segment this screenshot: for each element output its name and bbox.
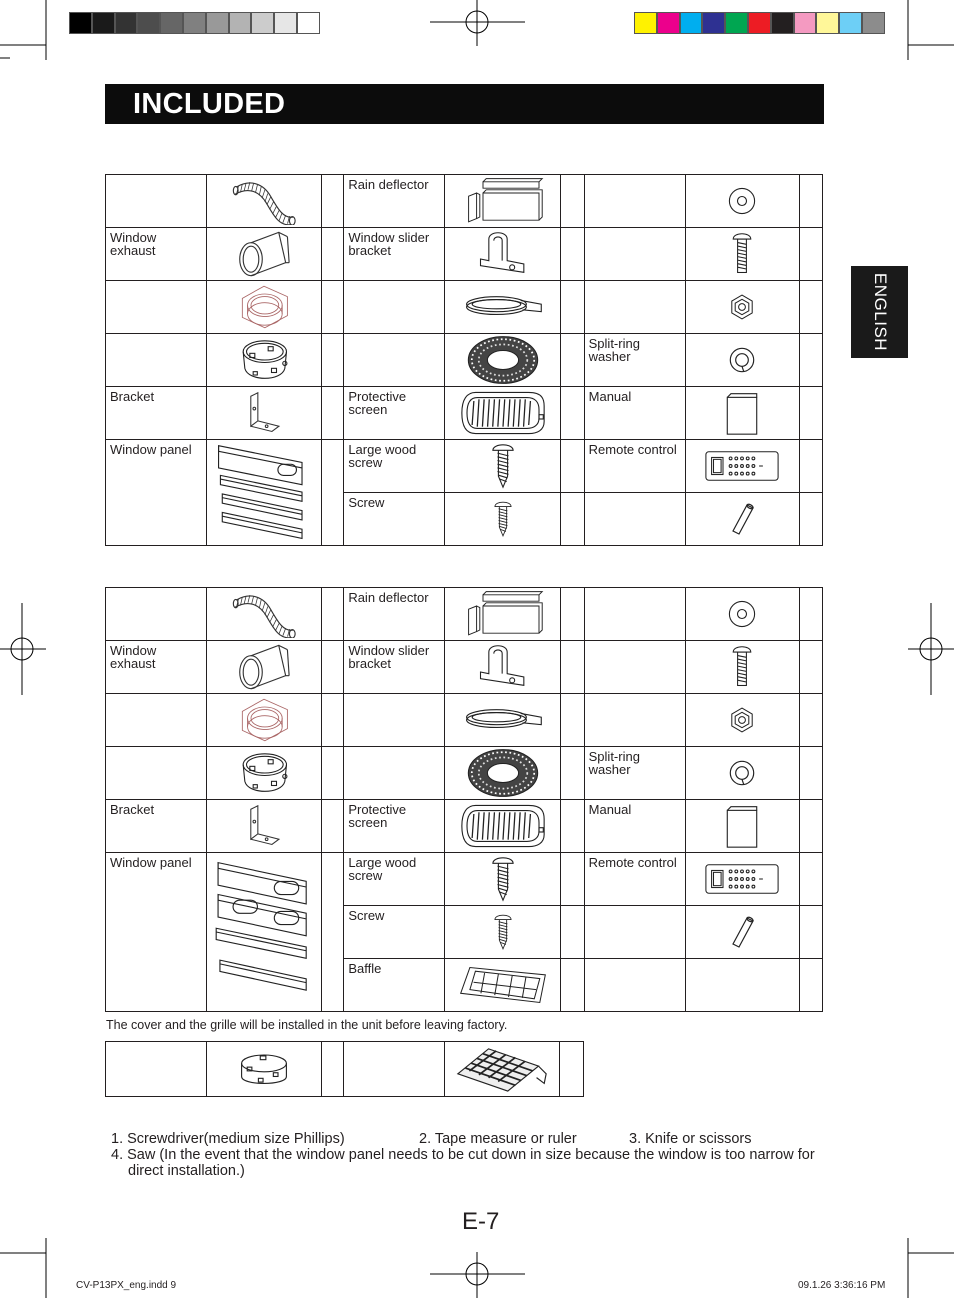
window-panel-image — [207, 853, 322, 1012]
exhaust-ring-image — [207, 747, 322, 800]
quantity-cell — [799, 959, 822, 1012]
quantity-cell — [799, 694, 822, 747]
factory-install-note: The cover and the grille will be installed in the unit before leaving factory. — [106, 1018, 508, 1032]
protective-screen-image — [445, 387, 560, 440]
quantity-cell — [799, 387, 822, 440]
part-name-cell: Window slider bracket — [344, 641, 445, 694]
manual-icon — [685, 800, 799, 853]
split-ring-washer-icon — [685, 747, 799, 800]
quantity-cell — [560, 641, 584, 694]
exhaust-adapter-image — [207, 281, 322, 334]
nut-icon — [685, 281, 799, 334]
window-slider-bracket-image — [445, 641, 560, 694]
bracket-image — [207, 800, 322, 853]
battery-icon — [685, 493, 799, 546]
part-name-label: Window panel — [110, 855, 192, 870]
hose-image — [207, 588, 322, 641]
screw-icon — [445, 906, 560, 959]
part-name-cell — [344, 1042, 445, 1097]
quantity-cell — [799, 588, 822, 641]
quantity-cell — [322, 588, 344, 641]
quantity-cell — [799, 800, 822, 853]
part-name-label: Window panel — [110, 442, 192, 457]
wood-screw-icon — [445, 440, 560, 493]
table-row — [106, 440, 823, 493]
bracket-image — [207, 387, 322, 440]
section-title: INCLUDED — [133, 88, 286, 120]
part-name-cell: Manual — [584, 387, 685, 440]
quantity-cell — [322, 387, 344, 440]
part-name-cell — [584, 281, 685, 334]
baffle-image — [445, 959, 560, 1012]
split-ring-washer-icon — [685, 334, 799, 387]
page-number: E-7 — [462, 1208, 500, 1235]
quantity-cell — [560, 588, 584, 641]
rain-deflector-image — [445, 175, 560, 228]
table-row — [106, 800, 823, 853]
remote-control-icon — [685, 853, 799, 906]
grille-image — [445, 1042, 560, 1097]
quantity-cell — [322, 281, 344, 334]
protective-screen-image — [445, 800, 560, 853]
language-tab-label: ENGLISH — [870, 272, 890, 352]
part-name-cell: Split-ring washer — [584, 747, 685, 800]
quantity-cell — [322, 175, 344, 228]
tool-item-3: 3. Knife or scissors — [629, 1131, 752, 1147]
table-row — [106, 853, 823, 906]
window-exhaust-image — [207, 641, 322, 694]
table-row — [106, 228, 823, 281]
foam-tape-image — [445, 694, 560, 747]
part-name-cell: Split-ring washer — [584, 334, 685, 387]
window-panel-image — [207, 440, 322, 546]
parts-table-3 — [105, 1041, 584, 1097]
part-name-cell — [106, 440, 207, 546]
tool-item-1: 1. Screwdriver(medium size Phillips) — [111, 1131, 345, 1147]
window-exhaust-image — [207, 228, 322, 281]
quantity-cell — [322, 800, 344, 853]
part-name-cell — [106, 1042, 207, 1097]
part-name-cell — [106, 588, 207, 641]
part-name-cell — [584, 694, 685, 747]
tool-item-4: 4. Saw (In the event that the window panel needs to be cut down in size because the window is too narrow for — [111, 1147, 815, 1163]
section-header-bar — [105, 84, 824, 124]
part-name-cell: Remote control — [584, 853, 685, 906]
part-name-cell: Large wood screw — [344, 853, 445, 906]
rain-deflector-image — [445, 588, 560, 641]
part-name-cell — [106, 694, 207, 747]
quantity-cell — [560, 440, 584, 493]
quantity-cell — [560, 1042, 584, 1097]
quantity-cell — [560, 281, 584, 334]
quantity-cell — [799, 281, 822, 334]
tool-item-4-continued: direct installation.) — [128, 1163, 245, 1179]
part-name-cell: Rain deflector — [344, 588, 445, 641]
hose-image — [207, 175, 322, 228]
quantity-cell — [560, 334, 584, 387]
quantity-cell — [560, 747, 584, 800]
quantity-cell — [799, 747, 822, 800]
part-name-cell: Baffle — [344, 959, 445, 1012]
empty-image-cell — [685, 959, 799, 1012]
manual-icon — [685, 387, 799, 440]
quantity-cell — [560, 228, 584, 281]
machine-screw-icon — [685, 228, 799, 281]
quantity-cell — [322, 694, 344, 747]
window-slider-bracket-image — [445, 228, 560, 281]
quantity-cell — [560, 493, 584, 546]
table-row — [106, 747, 823, 800]
part-name-cell — [584, 906, 685, 959]
quantity-cell — [322, 440, 344, 546]
part-name-cell — [106, 853, 207, 1012]
part-name-cell — [584, 175, 685, 228]
quantity-cell — [560, 853, 584, 906]
parts-table-1 — [105, 174, 823, 546]
washer-icon — [685, 588, 799, 641]
part-name-cell: Protective screen — [344, 800, 445, 853]
part-name-cell: Window exhaust — [106, 641, 207, 694]
part-name-cell: Screw — [344, 493, 445, 546]
quantity-cell — [560, 959, 584, 1012]
part-name-cell: Protective screen — [344, 387, 445, 440]
part-name-cell — [344, 334, 445, 387]
footer-timestamp: 09.1.26 3:36:16 PM — [798, 1280, 886, 1291]
part-name-cell — [584, 228, 685, 281]
table-row — [106, 175, 823, 228]
quantity-cell — [560, 694, 584, 747]
table-row — [106, 641, 823, 694]
quantity-cell — [799, 228, 822, 281]
quantity-cell — [799, 440, 822, 493]
part-name-cell — [584, 588, 685, 641]
quantity-cell — [560, 387, 584, 440]
quantity-cell — [799, 641, 822, 694]
exhaust-adapter-image — [207, 694, 322, 747]
footer-filename: CV-P13PX_eng.indd 9 — [76, 1280, 177, 1291]
table-row — [106, 387, 823, 440]
part-name-cell — [584, 959, 685, 1012]
wood-screw-icon — [445, 853, 560, 906]
part-name-cell: Remote control — [584, 440, 685, 493]
machine-screw-icon — [685, 641, 799, 694]
cover-image — [207, 1042, 322, 1097]
quantity-cell — [799, 853, 822, 906]
table-row — [106, 1042, 584, 1097]
quantity-cell — [560, 175, 584, 228]
part-name-cell — [584, 641, 685, 694]
nut-icon — [685, 694, 799, 747]
part-name-cell: Window slider bracket — [344, 228, 445, 281]
washer-icon — [685, 175, 799, 228]
part-name-cell: Manual — [584, 800, 685, 853]
part-name-cell: Bracket — [106, 800, 207, 853]
battery-icon — [685, 906, 799, 959]
part-name-cell — [106, 334, 207, 387]
table-row — [106, 334, 823, 387]
part-name-cell: Large wood screw — [344, 440, 445, 493]
quantity-cell — [322, 334, 344, 387]
quantity-cell — [560, 906, 584, 959]
part-name-cell — [344, 747, 445, 800]
table-row — [106, 281, 823, 334]
part-name-cell: Bracket — [106, 387, 207, 440]
part-name-cell — [106, 281, 207, 334]
table-row — [106, 694, 823, 747]
part-name-cell — [106, 175, 207, 228]
quantity-cell — [799, 175, 822, 228]
table-row — [106, 588, 823, 641]
part-name-cell — [584, 493, 685, 546]
quantity-cell — [799, 906, 822, 959]
quantity-cell — [322, 747, 344, 800]
part-name-cell — [106, 747, 207, 800]
quantity-cell — [322, 228, 344, 281]
exhaust-ring-image — [207, 334, 322, 387]
tool-item-2: 2. Tape measure or ruler — [419, 1131, 577, 1147]
quantity-cell — [322, 1042, 344, 1097]
remote-control-icon — [685, 440, 799, 493]
part-name-cell: Window exhaust — [106, 228, 207, 281]
quantity-cell — [322, 853, 344, 1012]
filter-ring-image — [445, 334, 560, 387]
quantity-cell — [322, 641, 344, 694]
quantity-cell — [799, 334, 822, 387]
parts-table-2 — [105, 587, 823, 1012]
foam-tape-image — [445, 281, 560, 334]
filter-ring-image — [445, 747, 560, 800]
part-name-cell: Rain deflector — [344, 175, 445, 228]
quantity-cell — [799, 493, 822, 546]
screw-icon — [445, 493, 560, 546]
part-name-cell — [344, 694, 445, 747]
part-name-cell: Screw — [344, 906, 445, 959]
part-name-cell — [344, 281, 445, 334]
quantity-cell — [560, 800, 584, 853]
language-tab — [851, 266, 908, 358]
